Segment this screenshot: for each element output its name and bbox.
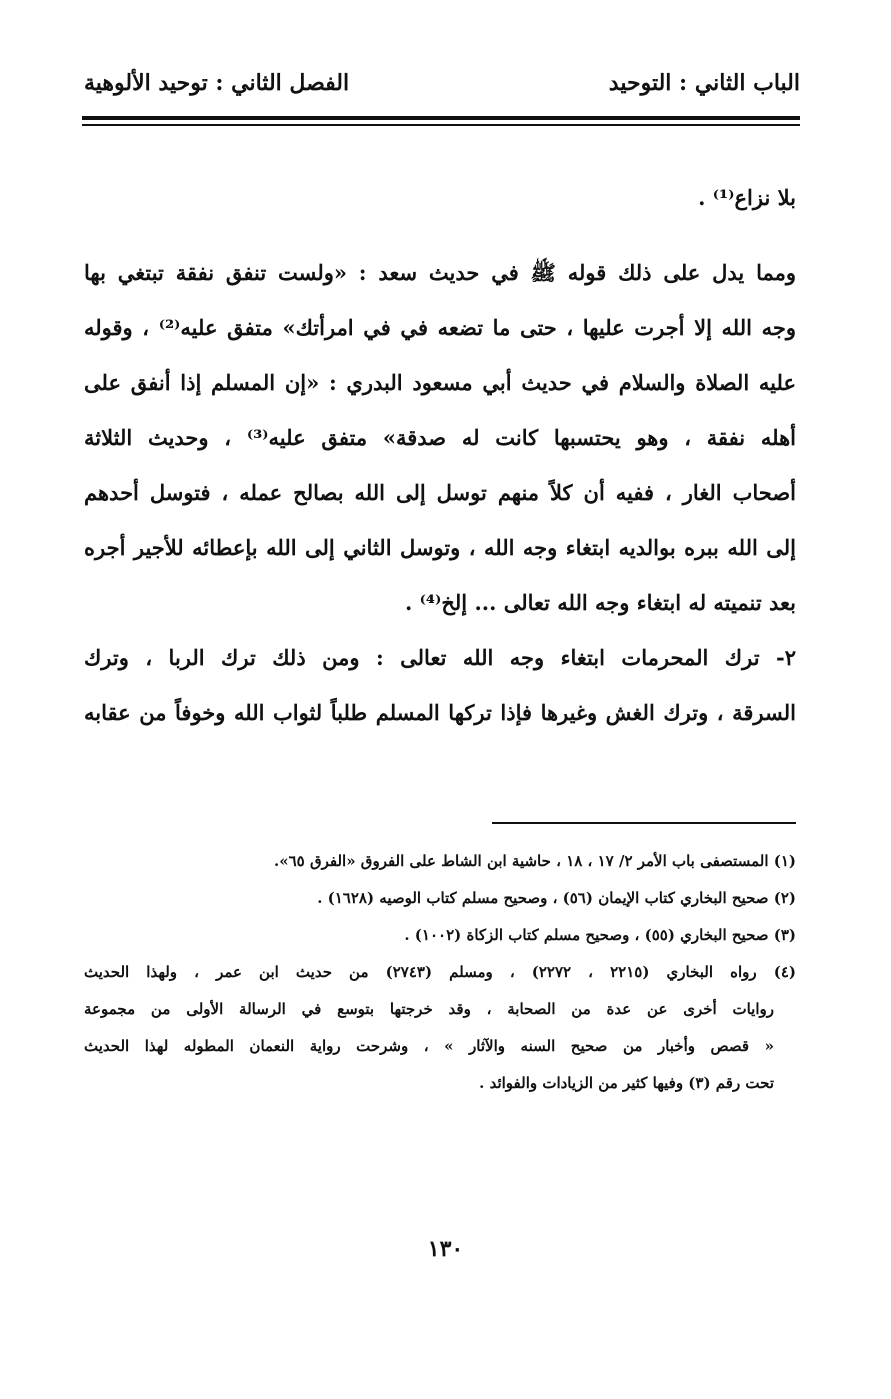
running-header (84, 70, 800, 110)
footnote-3: (٣) صحيح البخاري (٥٥) ، وصحيح مسلم كتاب الزكاة (١٠٠٢) . (404, 926, 796, 944)
section-title: الفصل الثاني : توحيد الألوهية (84, 70, 350, 96)
body-line: ومما يدل على ذلك قوله ﷺ في حديث سعد : «ولست تنفق نفقة تبتغي بها (84, 260, 796, 285)
header-rule-thick (82, 116, 800, 120)
body-line: السرقة ، وترك الغش وغيرها فإذا تركها المسلم طلباً لثواب الله وخوفاً من عقابه (84, 700, 796, 725)
footnote-4: (٤) رواه البخاري (٢٢١٥ ، ٢٢٧٢) ، ومسلم (٢٧٤٣) من حديث ابن عمر ، ولهذا الحديث (84, 963, 796, 981)
body-line: بلا نزاع⁽¹⁾ . (698, 185, 796, 210)
paragraph-gap (84, 225, 796, 245)
body-line: بعد تنميته له ابتغاء وجه الله تعالى ... إلخ⁽⁴⁾ . (405, 590, 796, 615)
body-line: عليه الصلاة والسلام في حديث أبي مسعود البدري : «إن المسلم إذا أنفق على (84, 370, 796, 395)
body-line: إلى الله ببره بوالديه ابتغاء وجه الله ، وتوسل الثاني إلى الله بإعطائه للأجير أجره (84, 535, 796, 560)
chapter-title: الباب الثاني : التوحيد (608, 70, 800, 96)
footnote-separator (492, 822, 796, 824)
body-line: أهله نفقة ، وهو يحتسبها كانت له صدقة» متفق عليه⁽³⁾ ، وحديث الثلاثة (84, 425, 796, 450)
body-text (84, 170, 796, 740)
footnote-2: (٢) صحيح البخاري كتاب الإيمان (٥٦) ، وصحيح مسلم كتاب الوصيه (١٦٢٨) . (317, 889, 796, 907)
page-number: ١٣٠ (427, 1236, 464, 1262)
footnotes (84, 843, 796, 1102)
footnote-1: (١) المستصفى باب الأمر ٢/ ١٧ ، ١٨ ، حاشية ابن الشاط على الفروق «الفرق ٦٥». (274, 852, 796, 870)
header-rule-thin (82, 124, 800, 126)
footnote-4-continued: روايات أخرى عن عدة من الصحابة ، وقد خرجتها بتوسع في الرسالة الأولى من مجموعة (84, 1000, 774, 1018)
body-line: أصحاب الغار ، ففيه أن كلاً منهم توسل إلى الله بصالح عمله ، فتوسل أحدهم (84, 480, 796, 505)
footnote-4-continued: تحت رقم (٣) وفيها كثير من الزيادات والفوائد . (479, 1074, 774, 1092)
body-line: ٢- ترك المحرمات ابتغاء وجه الله تعالى : ومن ذلك ترك الربا ، وترك (84, 645, 796, 670)
footnote-4-continued: « قصص وأخبار من صحيح السنه والآثار » ، وشرحت رواية النعمان المطوله لهذا الحديث (84, 1037, 774, 1055)
body-line: وجه الله إلا أجرت عليها ، حتى ما تضعه في في امرأتك» متفق عليه⁽²⁾ ، وقوله (84, 315, 796, 340)
